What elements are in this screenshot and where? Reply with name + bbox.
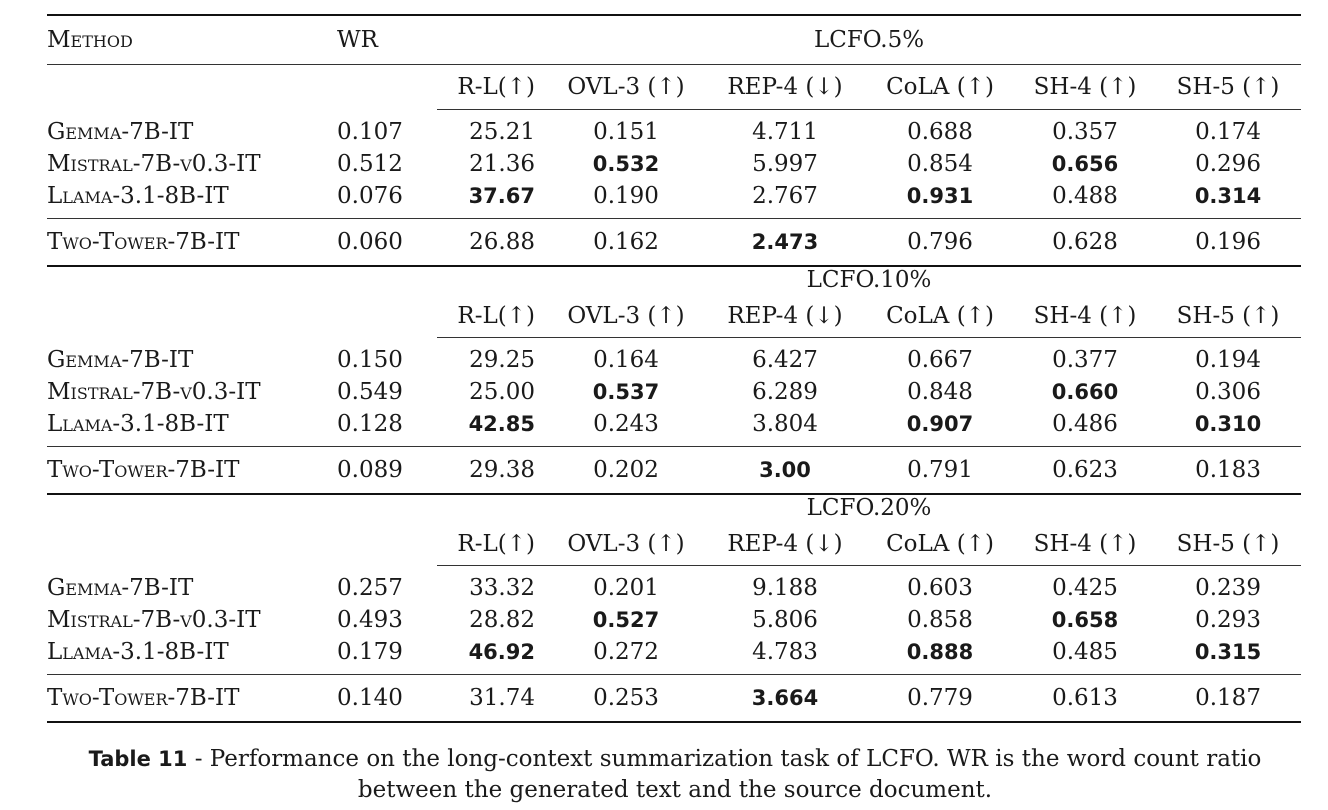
table-row [47,344,1301,376]
metric-header-rep4: REP-4 (↓) [705,522,865,566]
cola-value: 0.858 [907,607,973,633]
wr-value: 0.107 [337,119,403,145]
rep4-value: 3.804 [752,411,818,437]
metric-header-sh4: SH-4 (↑) [1015,65,1155,110]
group-title-lcfo-10: LCFO.10% [437,266,1301,294]
metric-header-rep4: REP-4 (↓) [705,65,865,110]
rep4-value: 4.711 [752,119,818,145]
method-name: Mistral-7B-v0.3-IT [47,607,261,633]
wr-column-header: WR [337,15,437,65]
rl-value-best: 37.67 [468,184,535,208]
metric-header-cola: CoLA (↑) [865,522,1015,566]
header-row [47,15,1301,65]
cola-value-best: 0.907 [906,412,974,436]
table-row [47,116,1301,148]
metric-header-rl: R-L(↑) [437,65,547,110]
ovl3-value: 0.272 [593,639,659,665]
sh4-value: 0.425 [1052,575,1118,601]
cola-value: 0.854 [907,151,973,177]
metric-header-rl: R-L(↑) [437,522,547,566]
wr-value: 0.179 [337,639,403,665]
sh5-value: 0.306 [1195,379,1261,405]
wr-value: 0.150 [337,347,403,373]
sh4-value: 0.357 [1052,119,1118,145]
metric-header-rl: R-L(↑) [437,294,547,338]
wr-value: 0.076 [337,183,403,209]
wr-value: 0.060 [337,219,437,267]
cola-value: 0.667 [907,347,973,373]
ovl3-value: 0.151 [593,119,659,145]
sh5-value: 0.187 [1155,675,1301,723]
method-name: Llama-3.1-8B-IT [47,411,229,437]
rl-value: 29.38 [437,447,547,495]
sh4-value: 0.613 [1015,675,1155,723]
metric-header-ovl3: OVL-3 (↑) [547,294,705,338]
rl-value: 33.32 [469,575,535,601]
rep4-value: 6.289 [752,379,818,405]
table-row [47,636,1301,668]
metric-header-rep4: REP-4 (↓) [705,294,865,338]
results-table-container [47,14,1301,723]
table-row [47,148,1301,180]
sh4-value: 0.628 [1015,219,1155,267]
sh5-value-best: 0.310 [1194,412,1262,436]
sh4-value: 0.486 [1052,411,1118,437]
sh5-value-best: 0.314 [1194,184,1262,208]
sh4-value: 0.485 [1052,639,1118,665]
rl-value: 29.25 [469,347,535,373]
rep4-value: 2.767 [752,183,818,209]
sh4-value-best: 0.660 [1051,380,1119,404]
cola-value-best: 0.931 [906,184,974,208]
metric-header-row [47,65,1301,110]
rep4-value: 9.188 [752,575,818,601]
sh5-value: 0.296 [1195,151,1261,177]
group-title-row [47,266,1301,294]
ovl3-value: 0.243 [593,411,659,437]
metric-header-ovl3: OVL-3 (↑) [547,522,705,566]
group-title-lcfo-20: LCFO.20% [437,494,1301,522]
rl-value: 31.74 [437,675,547,723]
cola-value-best: 0.888 [906,640,974,664]
ovl3-value: 0.202 [547,447,705,495]
metric-header-row [47,522,1301,566]
ovl3-value: 0.162 [547,219,705,267]
wr-value: 0.089 [337,447,437,495]
method-name: Gemma-7B-IT [47,575,194,601]
ovl3-value-best: 0.537 [592,380,660,404]
metric-header-sh5: SH-5 (↑) [1155,65,1301,110]
method-name: Gemma-7B-IT [47,347,194,373]
table-row [47,219,1301,267]
sh4-value: 0.488 [1052,183,1118,209]
ovl3-value-best: 0.532 [592,152,660,176]
metric-header-sh4: SH-4 (↑) [1015,294,1155,338]
cola-value: 0.603 [907,575,973,601]
rep4-value: 5.997 [752,151,818,177]
rl-value: 25.00 [469,379,535,405]
method-name: Two-Tower-7B-IT [47,675,337,723]
method-name: Gemma-7B-IT [47,119,194,145]
sh4-value-best: 0.656 [1051,152,1119,176]
sh5-value: 0.194 [1195,347,1261,373]
rep4-value: 6.427 [752,347,818,373]
table-row [47,447,1301,495]
sh4-value: 0.377 [1052,347,1118,373]
results-table [47,14,1301,723]
wr-value: 0.140 [337,675,437,723]
cola-value: 0.791 [865,447,1015,495]
method-name: Two-Tower-7B-IT [47,447,337,495]
rep4-value: 5.806 [752,607,818,633]
method-name: Mistral-7B-v0.3-IT [47,151,261,177]
rep4-value-best: 3.00 [705,447,865,495]
wr-value: 0.512 [337,151,403,177]
method-name: Llama-3.1-8B-IT [47,183,229,209]
table-row [47,604,1301,636]
rl-value: 25.21 [469,119,535,145]
wr-value: 0.128 [337,411,403,437]
cola-value: 0.779 [865,675,1015,723]
cola-value: 0.796 [865,219,1015,267]
metric-header-cola: CoLA (↑) [865,294,1015,338]
group-title-row [47,494,1301,522]
wr-value: 0.493 [337,607,403,633]
rl-value: 28.82 [469,607,535,633]
cola-value: 0.848 [907,379,973,405]
ovl3-value: 0.253 [547,675,705,723]
caption-text: - Performance on the long-context summarization task of LCFO. WR is the word count ratio between the generated text and the source document. [187,746,1262,803]
rl-value-best: 46.92 [468,640,535,664]
table-row [47,376,1301,408]
rep4-value-best: 3.664 [705,675,865,723]
metric-header-cola: CoLA (↑) [865,65,1015,110]
wr-value: 0.257 [337,575,403,601]
table-row [47,572,1301,604]
rep4-value: 4.783 [752,639,818,665]
cola-value: 0.688 [907,119,973,145]
metric-header-ovl3: OVL-3 (↑) [547,65,705,110]
sh5-value: 0.239 [1195,575,1261,601]
caption-label: Table 11 [88,747,188,771]
wr-value: 0.549 [337,379,403,405]
sh5-value-best: 0.315 [1194,640,1262,664]
ovl3-value: 0.201 [593,575,659,601]
rep4-value-best: 2.473 [705,219,865,267]
rl-value: 26.88 [437,219,547,267]
metric-header-sh5: SH-5 (↑) [1155,294,1301,338]
metric-header-sh5: SH-5 (↑) [1155,522,1301,566]
metric-header-sh4: SH-4 (↑) [1015,522,1155,566]
table-row [47,675,1301,723]
rl-value: 21.36 [469,151,535,177]
ovl3-value-best: 0.527 [592,608,660,632]
sh4-value: 0.623 [1015,447,1155,495]
sh5-value: 0.196 [1155,219,1301,267]
sh5-value: 0.293 [1195,607,1261,633]
table-row [47,408,1301,440]
table-caption [70,744,1280,806]
sh4-value-best: 0.658 [1051,608,1119,632]
method-name: Mistral-7B-v0.3-IT [47,379,261,405]
method-column-header: Method [47,15,337,65]
metric-header-row [47,294,1301,338]
table-row [47,180,1301,212]
ovl3-value: 0.190 [593,183,659,209]
sh5-value: 0.183 [1155,447,1301,495]
rl-value-best: 42.85 [468,412,535,436]
group-title-lcfo-5: LCFO.5% [437,15,1301,65]
method-name: Two-Tower-7B-IT [47,219,337,267]
ovl3-value: 0.164 [593,347,659,373]
sh5-value: 0.174 [1195,119,1261,145]
method-name: Llama-3.1-8B-IT [47,639,229,665]
